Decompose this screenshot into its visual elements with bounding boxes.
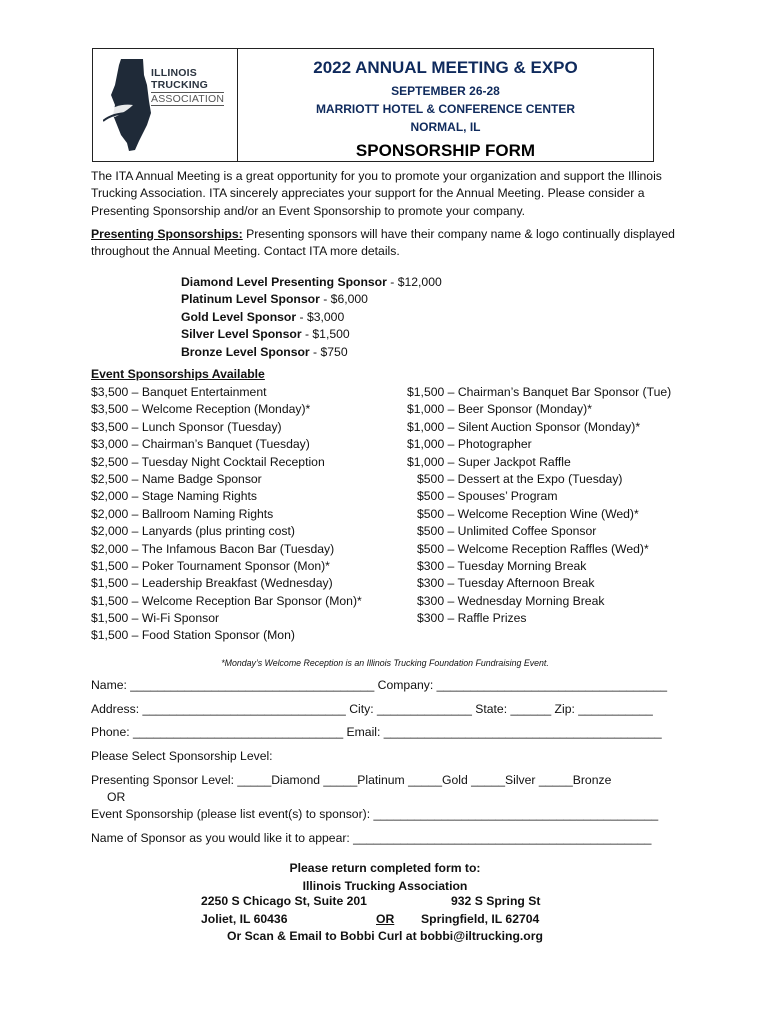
event-item: $2,000 – Lanyards (plus printing cost) xyxy=(91,524,295,539)
event-item: $500 – Welcome Reception Raffles (Wed)* xyxy=(417,541,649,556)
return-org: Illinois Trucking Association xyxy=(302,879,468,893)
presenting-level-item: Diamond Level Presenting Sponsor - $12,000 xyxy=(181,275,442,289)
return-or-label: OR xyxy=(376,912,395,926)
events-heading: Event Sponsorships Available xyxy=(91,367,265,381)
event-item: $2,500 – Tuesday Night Cocktail Reception xyxy=(91,454,325,469)
event-item: $1,500 – Leadership Breakfast (Wednesday) xyxy=(91,576,333,591)
email-instruction: Or Scan & Email to Bobbi Curl at bobbi@iltrucking.org xyxy=(227,929,543,943)
event-item: $2,000 – Ballroom Naming Rights xyxy=(91,506,274,521)
logo-line-3: ASSOCIATION xyxy=(151,93,225,105)
event-item: $300 – Tuesday Morning Break xyxy=(417,558,587,573)
events-left-column xyxy=(91,384,362,645)
event-item: $1,000 – Super Jackpot Raffle xyxy=(407,454,571,469)
event-item: $500 – Unlimited Coffee Sponsor xyxy=(417,524,597,539)
event-item: $300 – Tuesday Afternoon Break xyxy=(417,576,595,591)
header-title-box xyxy=(238,48,654,162)
phone-email-field[interactable]: Phone: _______________________________ Email: _________________________________________ xyxy=(91,725,662,739)
presenting-level-selector[interactable]: Presenting Sponsor Level: _____Diamond _____Platinum _____Gold _____Silver _____Bronze xyxy=(91,773,612,787)
event-sponsorship-field[interactable]: Event Sponsorship (please list event(s) to sponsor): __________________________________________ xyxy=(91,807,659,821)
presenting-level-item: Silver Level Sponsor - $1,500 xyxy=(181,327,350,342)
joliet-city: Joliet, IL 60436 xyxy=(201,912,288,926)
event-item: $300 – Raffle Prizes xyxy=(417,611,527,626)
event-item: $3,500 – Banquet Entertainment xyxy=(91,385,267,399)
event-item: $3,500 – Lunch Sponsor (Tuesday) xyxy=(91,419,282,434)
presenting-heading: Presenting Sponsorships: xyxy=(91,227,243,241)
event-item: $2,500 – Name Badge Sponsor xyxy=(91,471,262,486)
event-city: NORMAL, IL xyxy=(410,120,481,134)
event-item: $500 – Welcome Reception Wine (Wed)* xyxy=(417,506,639,521)
ita-logo xyxy=(92,48,238,162)
event-item: $1,500 – Food Station Sponsor (Mon) xyxy=(91,628,295,643)
event-dates: SEPTEMBER 26-28 xyxy=(391,84,500,98)
presenting-level-item: Bronze Level Sponsor - $750 xyxy=(181,344,348,359)
events-right-column xyxy=(407,384,671,627)
form-title: SPONSORSHIP FORM xyxy=(355,141,536,160)
events-footnote: *Monday’s Welcome Reception is an Illinois Trucking Foundation Fundraising Event. xyxy=(221,658,549,668)
event-item: $1,500 – Poker Tournament Sponsor (Mon)* xyxy=(91,558,330,573)
event-item: $3,500 – Welcome Reception (Monday)* xyxy=(91,402,311,417)
event-item: $1,000 – Beer Sponsor (Monday)* xyxy=(407,402,592,417)
event-item: $300 – Wednesday Morning Break xyxy=(417,593,605,608)
event-item: $2,000 – Stage Naming Rights xyxy=(91,489,257,504)
presenting-text: Presenting sponsors will have their company name & logo continually displayed throughout the Annual Meeting. Contact ITA more details. xyxy=(91,227,675,259)
joliet-street: 2250 S Chicago St, Suite 201 xyxy=(201,894,367,908)
logo-line-2: TRUCKING xyxy=(151,79,209,91)
or-label: OR xyxy=(107,790,126,804)
address-field[interactable]: Address: ______________________________ City: ______________ State: ______ Zip: ___________ xyxy=(91,702,653,716)
intro-paragraph: The ITA Annual Meeting is a great opportunity for you to promote your organization and support the Illinois Trucking Association. ITA sincerely appreciates your support for the Annual Meeting. Please consider a Presenting Sponsorship and/or an Event Sponsorship to promote your company. xyxy=(91,169,662,218)
sponsor-name-field[interactable]: Name of Sponsor as you would like it to appear: ____________________________________________ xyxy=(91,831,652,845)
select-level-label: Please Select Sponsorship Level: xyxy=(91,749,273,763)
return-heading: Please return completed form to: xyxy=(289,861,481,875)
presenting-level-item: Gold Level Sponsor - $3,000 xyxy=(181,309,345,324)
springfield-street: 932 S Spring St xyxy=(451,894,541,908)
event-item: $1,000 – Photographer xyxy=(407,437,532,452)
event-item: $1,500 – Chairman’s Banquet Bar Sponsor (Tue) xyxy=(407,385,672,399)
logo-line-1: ILLINOIS xyxy=(151,67,197,79)
name-company-field[interactable]: Name: ____________________________________ Company: __________________________________ xyxy=(91,678,668,692)
logo-text xyxy=(151,67,224,106)
presenting-paragraph xyxy=(91,226,681,261)
event-item: $2,000 – The Infamous Bacon Bar (Tuesday) xyxy=(91,541,335,556)
presenting-levels-list xyxy=(181,274,442,361)
event-venue: MARRIOTT HOTEL & CONFERENCE CENTER xyxy=(315,102,576,116)
event-title: 2022 ANNUAL MEETING & EXPO xyxy=(313,58,578,77)
event-item: $1,500 – Wi-Fi Sponsor xyxy=(91,611,220,626)
event-item: $1,000 – Silent Auction Sponsor (Monday)* xyxy=(407,419,641,434)
event-item: $1,500 – Welcome Reception Bar Sponsor (Mon)* xyxy=(91,593,362,608)
event-item: $500 – Spouses’ Program xyxy=(417,489,558,504)
presenting-level-item: Platinum Level Sponsor - $6,000 xyxy=(181,292,368,307)
springfield-city: Springfield, IL 62704 xyxy=(421,912,540,926)
event-item: $500 – Dessert at the Expo (Tuesday) xyxy=(417,471,623,486)
event-item: $3,000 – Chairman’s Banquet (Tuesday) xyxy=(91,437,310,452)
